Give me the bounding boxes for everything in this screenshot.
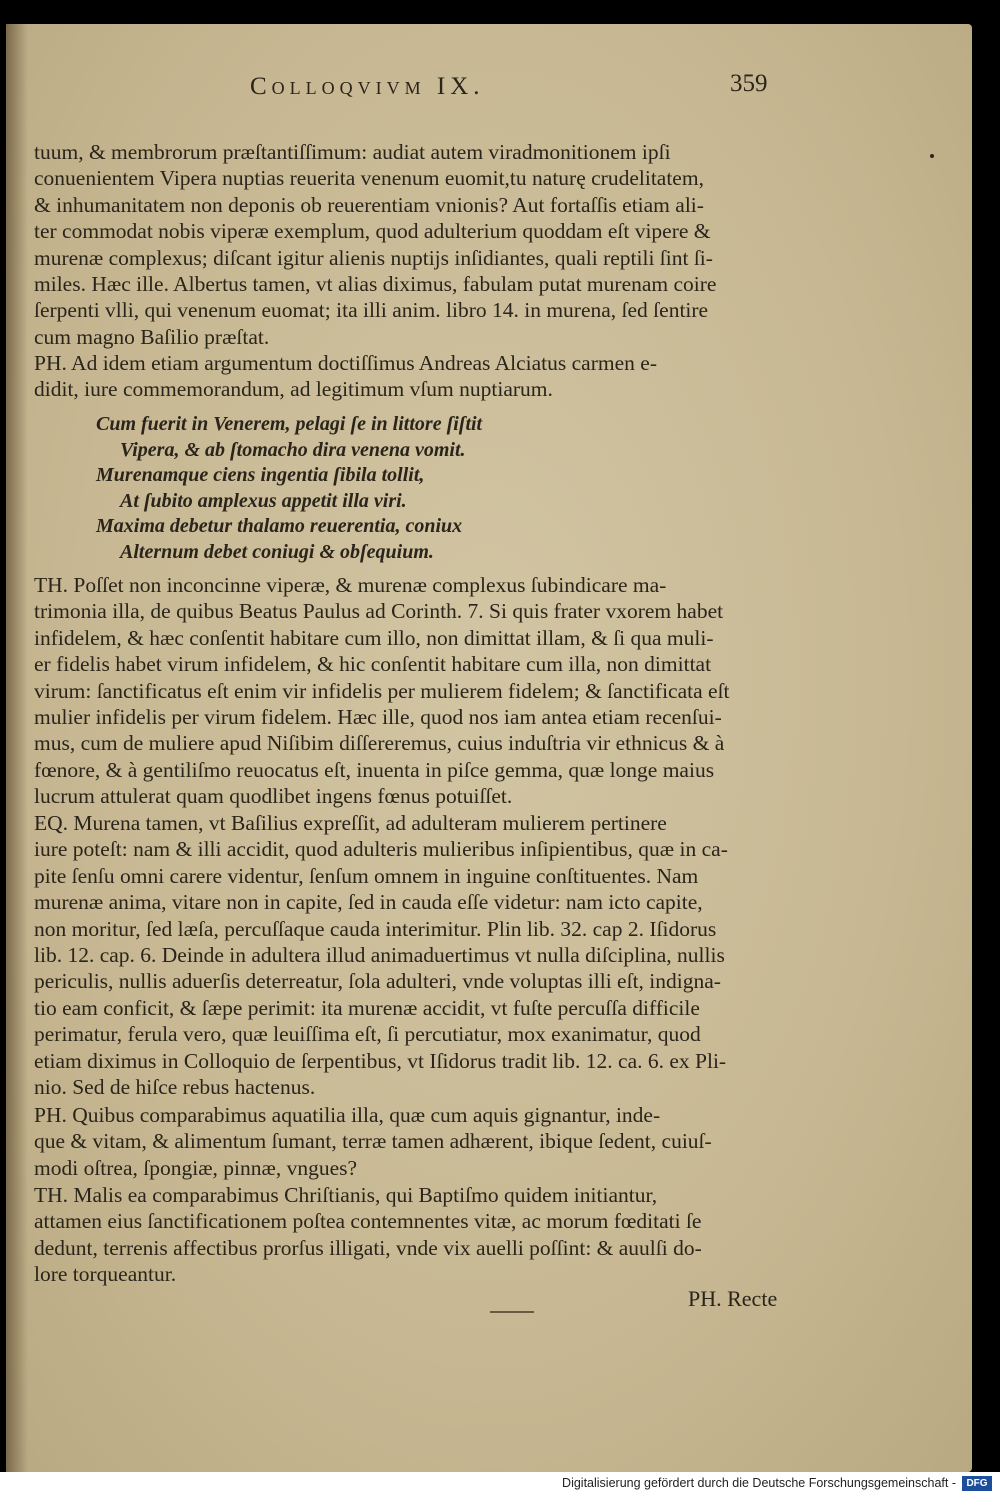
text-line: infidelem, & hæc conſentit habitare cum illo, non dimittat illam, & ſi qua muli- xyxy=(34,625,714,650)
text-line: tio eam conficit, & ſæpe perimit: ita murenæ accidit, vt fuſte percuſſa difficile xyxy=(34,995,700,1020)
page-number: 359 xyxy=(730,70,768,97)
text-line: tuum, & membrorum præſtantiſſimum: audiat autem viradmonitionem ipſi xyxy=(34,140,671,164)
verse-line: Vipera, & ab ſtomacho dira venena vomit. xyxy=(120,438,466,461)
running-head: Colloqvivm IX. xyxy=(250,73,485,100)
text-line: nio. Sed de hiſce rebus hactenus. xyxy=(34,1075,316,1100)
text-line: periculis, nullis aduerſis deterreatur, ſola adulteri, vnde voluptas illi eſt, indigna- xyxy=(34,969,721,994)
text-line: ter commodat nobis viperæ exemplum, quod adulterium quoddam eſt vipere & xyxy=(34,219,711,244)
text-line: murenæ anima, vitare non in capite, ſed in cauda eſſe videtur: nam icto capite, xyxy=(34,890,703,915)
paragraph-block-1 xyxy=(34,139,814,350)
text-line: ſerpenti vlli, qui venenum euomat; ita illi anim. libro 14. in murena, ſed ſentire xyxy=(34,298,709,323)
text-line: EQ. Murena tamen, vt Baſilius expreſſit, ad adulteram mulierem pertinere xyxy=(34,811,667,835)
text-line: cum magno Baſilio præſtat. xyxy=(34,324,270,349)
gutter-shadow xyxy=(6,24,28,1472)
paragraph-block-3 xyxy=(34,572,814,810)
paragraph-block-6 xyxy=(34,1182,814,1288)
text-line: TH. Poſſet non inconcinne viperæ, & murenæ complexus ſubindicare ma- xyxy=(34,573,667,597)
ink-spot xyxy=(930,154,934,158)
paragraph-block-2 xyxy=(34,350,814,403)
paragraph-block-4 xyxy=(34,810,814,1100)
verse-block xyxy=(96,412,482,565)
paragraph-block-5 xyxy=(34,1102,814,1181)
dfg-logo-icon: DFG xyxy=(962,1476,992,1491)
text-line: er fidelis habet virum infidelem, & hic conſentit habitare cum illa, non dimittat xyxy=(34,652,712,677)
decorative-rule xyxy=(490,1311,534,1313)
text-line: fœnore, & à gentiliſmo reuocatus eſt, inuenta in piſce gemma, quæ longe maius xyxy=(34,757,715,782)
verse-line: Alternum debet coniugi & obſequium. xyxy=(120,540,434,563)
text-line: pite ſenſu omni carere videntur, ſenſum omnem in inguine conſtituentes. Nam xyxy=(34,863,699,888)
text-line: TH. Malis ea comparabimus Chriſtianis, qui Baptiſmo quidem initiantur, xyxy=(34,1183,658,1207)
text-line: conuenientem Vipera nuptias reuerita venenum euomit,tu naturę crudelitatem, xyxy=(34,166,704,191)
text-line: didit, iure commemorandum, ad legitimum vſum nuptiarum. xyxy=(34,377,553,402)
text-line: & inhumanitatem non deponis ob reuerentiam vnionis? Aut fortaſſis etiam ali- xyxy=(34,192,704,217)
text-line: mus, cum de muliere apud Niſibim diſſereremus, cuius induſtria vir ethnicus & à xyxy=(34,731,725,756)
text-line: lucrum attulerat quam quodlibet ingens fœnus potuiſſet. xyxy=(34,784,513,809)
verse-line: Murenamque ciens ingentia ſibila tollit, xyxy=(96,464,425,486)
text-line: que & vitam, & alimentum ſumant, terræ tamen adhærent, ibique ſedent, cuiuſ- xyxy=(34,1129,712,1154)
text-line: PH. Quibus comparabimus aquatilia illa, quæ cum aquis gignantur, inde- xyxy=(34,1103,661,1127)
text-line: lib. 12. cap. 6. Deinde in adultera illud animaduertimus vt nulla diſciplina, nullis xyxy=(34,943,725,968)
text-line: dedunt, terrenis affectibus prorſus illigati, vnde vix auelli poſſint: & auulſi do- xyxy=(34,1235,702,1260)
text-line: mulier infidelis per virum fidelem. Hæc ille, quod nos iam antea etiam recenſui- xyxy=(34,705,722,730)
text-line: non moritur, ſed læſa, percuſſaque cauda interimitur. Plin lib. 32. cap 2. Iſidorus xyxy=(34,916,717,941)
verse-line: Maxima debetur thalamo reuerentia, coniux xyxy=(96,515,463,537)
text-line: virum: ſanctificatus eſt enim vir infidelis per mulierem fidelem; & ſanctificata eſt xyxy=(34,678,730,703)
text-line: trimonia illa, de quibus Beatus Paulus ad Corinth. 7. Si quis frater vxorem habet xyxy=(34,599,724,624)
text-line: modi oſtrea, ſpongiæ, pinnæ, vngues? xyxy=(34,1155,358,1180)
text-line: perimatur, ferula vero, quæ leuiſſima eſt, ſi percutiatur, mox exanimatur, quod xyxy=(34,1022,701,1047)
text-line: etiam diximus in Colloquio de ſerpentibus, vt Iſidorus tradit lib. 12. ca. 6. ex Pli- xyxy=(34,1048,727,1073)
funding-credit: Digitalisierung gefördert durch die Deutsche Forschungsgemeinschaft - xyxy=(562,1476,956,1490)
verse-line: Cum fuerit in Venerem, pelagi ſe in littore ſiſtit xyxy=(96,413,483,435)
text-line: murenæ complexus; diſcant igitur alienis nuptijs inſidiantes, quali reptili ſint ſi- xyxy=(34,245,713,270)
text-line: miles. Hæc ille. Albertus tamen, vt alias diximus, fabulam putat murenam coire xyxy=(34,272,717,297)
verse-line: At ſubito amplexus appetit illa viri. xyxy=(120,489,407,512)
text-line: lore torqueantur. xyxy=(34,1262,177,1287)
text-line: iure poteſt: nam & illi accidit, quod adulteris mulieribus inſipientibus, quæ in ca- xyxy=(34,837,728,862)
catchword: PH. Recte xyxy=(688,1286,778,1311)
text-line: PH. Ad idem etiam argumentum doctiſſimus Andreas Alciatus carmen e- xyxy=(34,351,657,375)
text-line: attamen eius ſanctificationem poſtea contemnentes vitæ, ac morum fœditati ſe xyxy=(34,1209,702,1234)
